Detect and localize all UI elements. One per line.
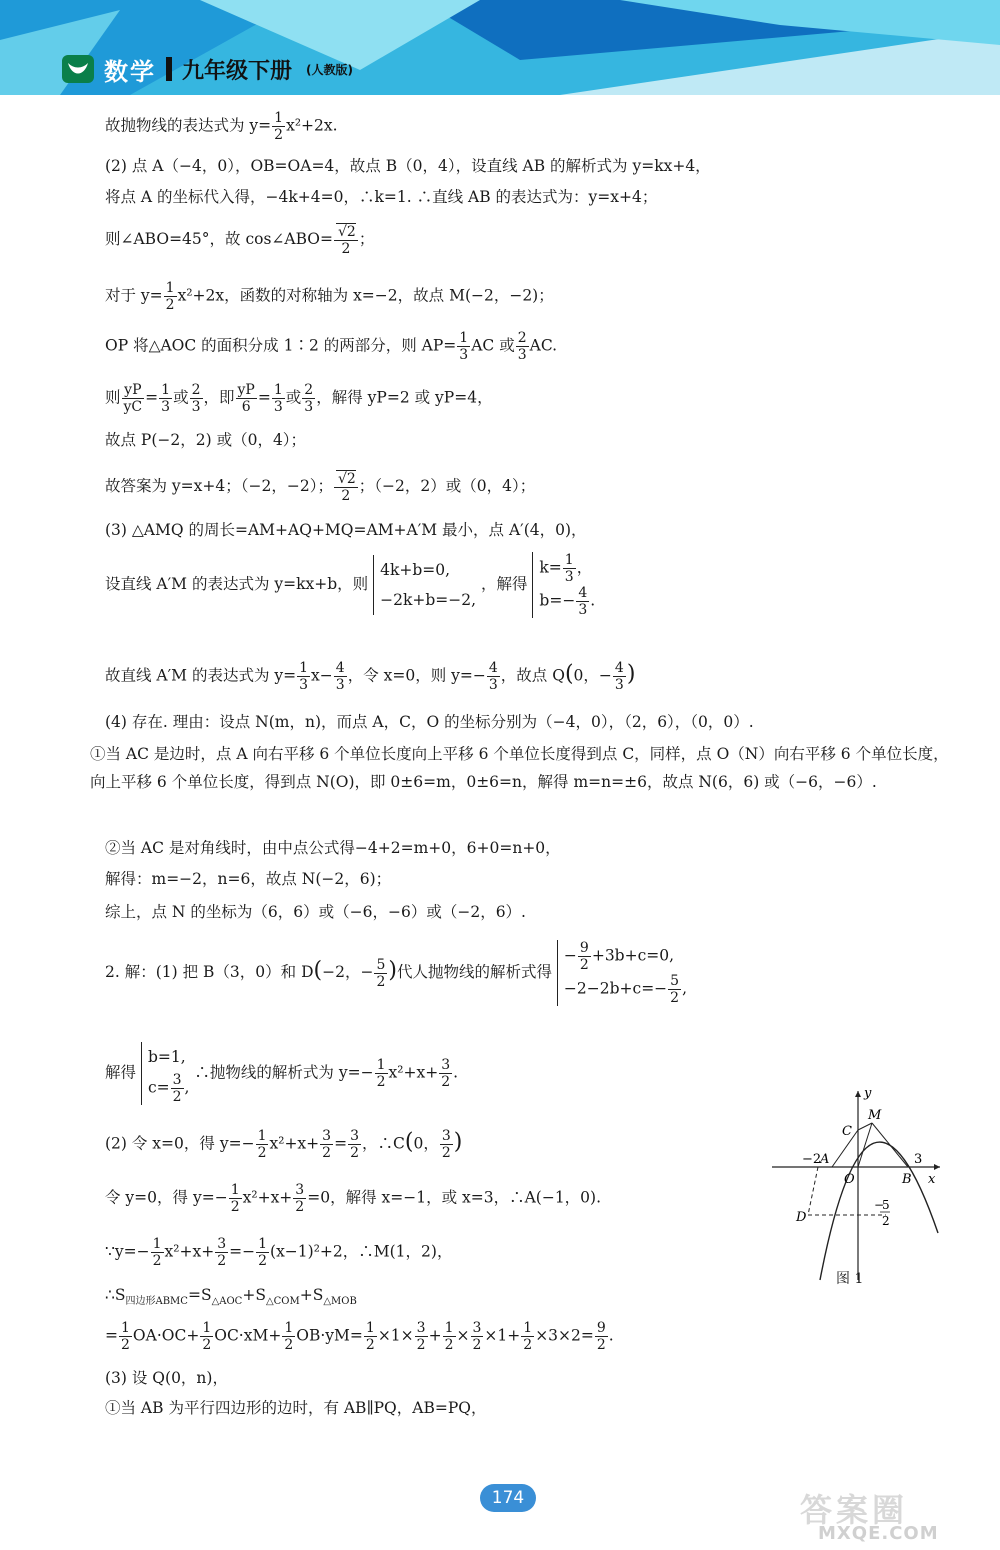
parabola-figure [768, 1085, 948, 1285]
solution-line: 故抛物线的表达式为 y= $\frac{1}{2}$ x²+2x. [105, 110, 338, 143]
solution-line: (4) 存在. 理由：设点 N(m，n)，而点 A，C，O 的坐标分别为（−4，0），（2，6），（0，0）. [105, 713, 754, 731]
solution-line: $\therefore S_{四边形ABMC}=S_{\triangle AOC}+S_{\triangle COM}+S_{\triangle MOB}$ [105, 1286, 357, 1308]
header-divider [166, 57, 172, 81]
solution-line: 综上，点 N 的坐标为（6，6）或（−6，−6）或（−2，6）. [105, 903, 526, 921]
solution-line: 故答案为 y=x+4；（−2，−2）； $\frac{√2}{2}$ ；（−2，2）或（0，4）； [105, 471, 536, 504]
tick-neg-label: − [874, 1198, 885, 1212]
tick-3-label: 3 [914, 1152, 923, 1167]
solution-line: 解得 b=1, c= $\frac{3}{2}$ , ∴抛物线的解析式为 y=− $\frac{1}{2}$ x²+x+ $\frac{3}{2}$ . [105, 1042, 458, 1105]
point-D-label: D [796, 1210, 807, 1225]
point-B-label: B [902, 1172, 912, 1187]
dashed-line-D [808, 1167, 818, 1215]
solution-line: 解得：m=−2，n=6，故点 N(−2，6)； [105, 870, 392, 888]
grade-label: 九年级下册 [182, 58, 293, 84]
solution-line: = $\frac{1}{2}$ OA·OC+ $\frac{1}{2}$ OC·xM+ $\frac{1}{2}$ OB·yM= $\frac{1}{2}$ ×1× $\frac{3}{2}$ + $\frac{1}{2}$ × $\frac{3}{2}$ ×1+ $\frac{1}{2}$ ×3×2= $\frac{9}{2}$ . [105, 1320, 614, 1353]
solution-line: 2. 解：(1) 把 B（3，0）和 D(−2，− $\frac{5}{2}$ )代人抛物线的解析式得 − $\frac{9}{2}$ +3b+c=0, −2−2b+c=− $\frac{5}{2}$ , [105, 940, 688, 1006]
tick-two-label: 2 [882, 1214, 890, 1228]
header-title [62, 52, 353, 86]
point-A-label: A [820, 1152, 830, 1167]
solution-line: 故直线 A′M 的表达式为 y= $\frac{1}{3}$ x− $\frac{4}{3}$ ，令 x=0，则 y=− $\frac{4}{3}$ ，故点 Q(0，− $\frac{4}{3}$ ) [105, 660, 636, 693]
solution-line: 则∠ABO=45°，故 cos∠ABO= $\frac{√2}{2}$ ； [105, 224, 375, 257]
equation-solution: b=1, c= $\frac{3}{2}$ , [141, 1042, 190, 1105]
point-C-label: C [842, 1124, 852, 1139]
point-M-label: M [868, 1108, 882, 1123]
y-axis-arrow [855, 1091, 861, 1097]
page-number-badge [480, 1484, 536, 1512]
solution-line: OP 将△AOC 的面积分成 1∶2 的两部分，则 AP= $\frac{1}{3}$ AC 或 $\frac{2}{3}$ AC. [105, 330, 558, 363]
solution-line: (2) 令 x=0，得 y=− $\frac{1}{2}$ x²+x+ $\frac{3}{2}$ = $\frac{3}{2}$ ，∴C(0， $\frac{3}{2}$ ) [105, 1128, 463, 1161]
solution-line: 则 $\frac{yP}{yC}$ = $\frac{1}{3}$ 或 $\frac{2}{3}$ ，即 $\frac{yP}{6}$ = $\frac{1}{3}$ 或 $\frac{2}{3}$ ，解得 yP=2 或 yP=4， [105, 382, 493, 415]
solution-line: (3) 设 Q(0，n)， [105, 1369, 228, 1387]
leaf-logo-icon [62, 55, 94, 83]
watermark-logo-text: 答案圈 [800, 1491, 909, 1529]
edition-label: (人教版) [306, 62, 353, 77]
page-number: 174 [491, 1488, 525, 1508]
solution-line: 对于 y= $\frac{1}{2}$ x²+2x，函数的对称轴为 x=−2，故点 M(−2，−2)； [105, 280, 554, 313]
solution-line: ∵y=− $\frac{1}{2}$ x²+x+ $\frac{3}{2}$ =− $\frac{1}{2}$ (x−1)²+2，∴M(1，2)， [105, 1236, 453, 1269]
y-axis-label: y [864, 1086, 872, 1101]
solution-line: (3) △AMQ 的周长=AM+AQ+MQ=AM+A′M 最小，点 A′(4，0)， [105, 521, 587, 539]
watermark-url: MXQE.COM [818, 1523, 939, 1544]
solution-line: 故点 P(−2，2) 或（0，4）； [105, 431, 307, 449]
x-axis-label: x [928, 1172, 936, 1187]
page-header [0, 0, 1000, 95]
solution-line: 令 y=0，得 y=− $\frac{1}{2}$ x²+x+ $\frac{3}{2}$ =0，解得 x=−1，或 x=3，∴A(−1，0). [105, 1182, 602, 1215]
x-axis-arrow [934, 1164, 940, 1170]
solution-line: 将点 A 的坐标代入得，−4k+4=0，∴k=1. ∴直线 AB 的表达式为：y=x+4； [105, 188, 658, 206]
segment-MB [872, 1123, 908, 1167]
solution-line: ①当 AB 为平行四边形的边时，有 AB∥PQ，AB=PQ， [105, 1399, 487, 1417]
equation-solution: k= $\frac{1}{3}$ ， b=− $\frac{4}{3}$ . [532, 552, 595, 618]
solution-line: 设直线 A′M 的表达式为 y=kx+b，则 4k+b=0, −2k+b=−2, ，解得 k= $\frac{1}{3}$ ， b=− $\frac{4}{3}$ . [105, 552, 596, 618]
origin-label: O [844, 1172, 855, 1187]
figure-caption: 图 1 [836, 1271, 864, 1287]
tick-five-label: 5 [882, 1198, 890, 1212]
tick-neg2-label: −2 [802, 1152, 822, 1167]
watermark [800, 1485, 990, 1545]
equation-system: − $\frac{9}{2}$ +3b+c=0, −2−2b+c=− $\frac{5}{2}$ , [557, 940, 687, 1006]
solution-paragraph: ①当 AC 是边时，点 A 向右平移 6 个单位长度向上平移 6 个单位长度得到点 C，同样，点 O（N）向右平移 6 个单位长度，向上平移 6 个单位长度，得到点 N(O)，即 0±6=m，0±6=n，解得 m=n=±6，故点 N(6，6) 或（−6，−6）. [90, 745, 949, 791]
solution-line: ②当 AC 是对角线时，由中点公式得−4+2=m+0，6+0=n+0， [105, 839, 561, 857]
solution-line: (2) 点 A（−4，0），OB=OA=4，故点 B（0，4），设直线 AB 的解析式为 y=kx+4， [105, 157, 711, 175]
subject-label: 数学 [104, 57, 156, 86]
equation-system: 4k+b=0, −2k+b=−2, [373, 555, 476, 615]
